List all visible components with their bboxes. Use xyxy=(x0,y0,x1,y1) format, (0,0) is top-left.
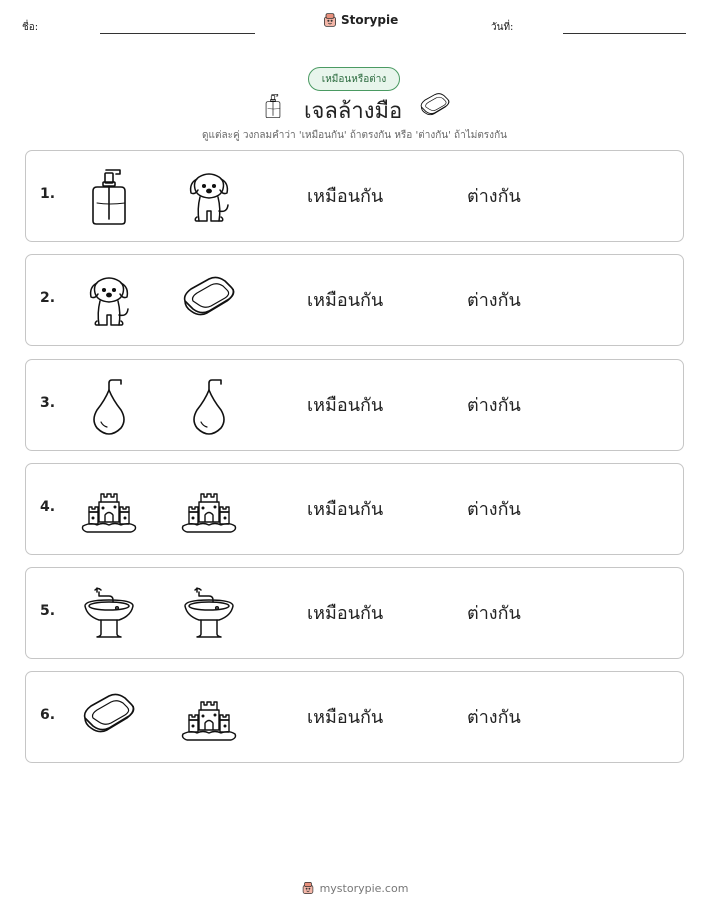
same-option[interactable]: เหมือนกัน xyxy=(307,395,384,416)
different-option[interactable]: ต่างกัน xyxy=(467,499,521,520)
same-option[interactable]: เหมือนกัน xyxy=(307,499,384,520)
question-row-2 xyxy=(25,254,684,346)
same-option[interactable]: เหมือนกัน xyxy=(307,707,384,728)
storypie-logo xyxy=(322,12,398,28)
question-number: 1. xyxy=(40,186,56,202)
date-label: วันที่: xyxy=(491,22,514,33)
question-number: 3. xyxy=(40,395,56,411)
sandcastle-icon xyxy=(179,480,239,540)
date-line[interactable] xyxy=(563,33,686,34)
question-row-3 xyxy=(25,359,684,451)
pump-bottle-icon xyxy=(260,90,286,122)
sink-icon xyxy=(179,584,239,644)
question-row-4 xyxy=(25,463,684,555)
question-number: 4. xyxy=(40,499,56,515)
soap-bar-icon xyxy=(418,90,452,124)
soap-bar-icon xyxy=(79,688,139,748)
page-title: เจลล้างมือ xyxy=(304,99,403,124)
different-option[interactable]: ต่างกัน xyxy=(467,603,521,624)
title-row xyxy=(0,88,709,126)
question-row-5 xyxy=(25,567,684,659)
same-option[interactable]: เหมือนกัน xyxy=(307,290,384,311)
sandcastle-icon xyxy=(79,480,139,540)
storypie-mascot-icon xyxy=(301,881,315,895)
same-option[interactable]: เหมือนกัน xyxy=(307,186,384,207)
footer xyxy=(0,881,709,895)
soap-bar-icon xyxy=(179,271,239,331)
different-option[interactable]: ต่างกัน xyxy=(467,186,521,207)
water-drop-tap-icon xyxy=(179,376,239,436)
worksheet-type-badge: เหมือนหรือต่าง xyxy=(308,67,400,91)
different-option[interactable]: ต่างกัน xyxy=(467,290,521,311)
question-number: 6. xyxy=(40,707,56,723)
name-label: ชื่อ: xyxy=(22,22,39,33)
brand-name: Storypie xyxy=(341,13,399,27)
sink-icon xyxy=(79,584,139,644)
question-row-1 xyxy=(25,150,684,242)
question-row-6 xyxy=(25,671,684,763)
pump-bottle-icon xyxy=(79,167,139,227)
different-option[interactable]: ต่างกัน xyxy=(467,707,521,728)
footer-url[interactable]: mystorypie.com xyxy=(319,881,409,895)
storypie-mascot-icon xyxy=(322,12,338,28)
puppy-icon xyxy=(179,167,239,227)
instructions: ดูแต่ละคู่ วงกลมคำว่า 'เหมือนกัน' ถ้าตรงกัน หรือ 'ต่างกัน' ถ้าไม่ตรงกัน xyxy=(202,130,507,141)
name-line[interactable] xyxy=(100,33,255,34)
sandcastle-icon xyxy=(179,688,239,748)
different-option[interactable]: ต่างกัน xyxy=(467,395,521,416)
water-drop-tap-icon xyxy=(79,376,139,436)
question-number: 5. xyxy=(40,603,56,619)
puppy-icon xyxy=(79,271,139,331)
same-option[interactable]: เหมือนกัน xyxy=(307,603,384,624)
question-number: 2. xyxy=(40,290,56,306)
